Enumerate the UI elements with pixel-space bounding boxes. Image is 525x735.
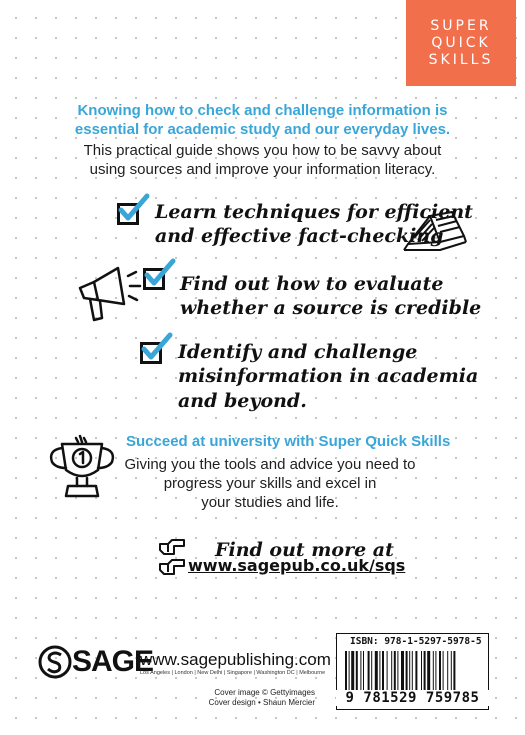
check-icon [143,259,177,289]
intro-lead-line-2: essential for academic study and our everyday lives. [74,121,451,138]
checklist-1-line-2: and effective fact-checking [155,225,444,247]
series-body-line-1: Giving you the tools and advice you need to [124,456,416,473]
publisher-cities: Los Angeles | London | New Delhi | Singapore | Washington DC | Melbourne [140,670,326,676]
intro-body-line-1: This practical guide shows you how to be savvy about [83,142,442,159]
sage-logo-mark [38,645,72,679]
intro-body-line-2: using sources and improve your information literacy. [89,161,436,178]
checklist-1-line-1: Learn techniques for efficient [155,201,473,223]
checklist-3-line-2: misinformation in academia [178,365,479,387]
series-heading: Succeed at university with Super Quick Skills [126,433,451,450]
badge-line-1: SUPER [430,18,492,34]
badge-line-2: QUICK [431,35,491,51]
series-url-link[interactable]: www.sagepub.co.uk/sqs [188,556,406,575]
sage-logo-text: SAGE [72,645,154,678]
checklist-2-line-2: whether a source is credible [180,297,482,319]
series-body-line-3: your studies and life. [201,494,339,511]
publisher-url[interactable]: www.sagepublishing.com [140,650,331,669]
series-body-line-2: progress your skills and excel in [163,475,377,492]
isbn-digits: 9 781529 759785 [336,690,489,706]
pointing-hand-icon [158,558,186,578]
cover-design-credit: Cover design • Shaun Mercier [208,698,315,707]
pointing-hand-icon [158,538,186,558]
checkbox-2 [143,268,165,290]
cover-image-credit: Cover image © Gettyimages [214,688,315,697]
checklist-3-line-1: Identify and challenge [178,341,418,363]
badge-line-3: SKILLS [428,52,494,68]
open-book-icon [400,206,470,264]
find-out-more-label: Find out more at [215,539,394,561]
barcode-bars [345,651,482,695]
checklist-3-line-3: and beyond. [178,390,307,412]
trophy-icon [44,430,120,506]
check-icon [140,333,174,363]
checklist-2-line-1: Find out how to evaluate [180,273,444,295]
check-icon [117,194,151,224]
megaphone-icon [72,262,144,328]
checkbox-1 [117,203,139,225]
isbn-label: ISBN: 978-1-5297-5978-5 [350,636,482,647]
checkbox-3 [140,342,162,364]
intro-lead-line-1: Knowing how to check and challenge information is [77,102,448,119]
super-quick-skills-badge [406,0,516,86]
